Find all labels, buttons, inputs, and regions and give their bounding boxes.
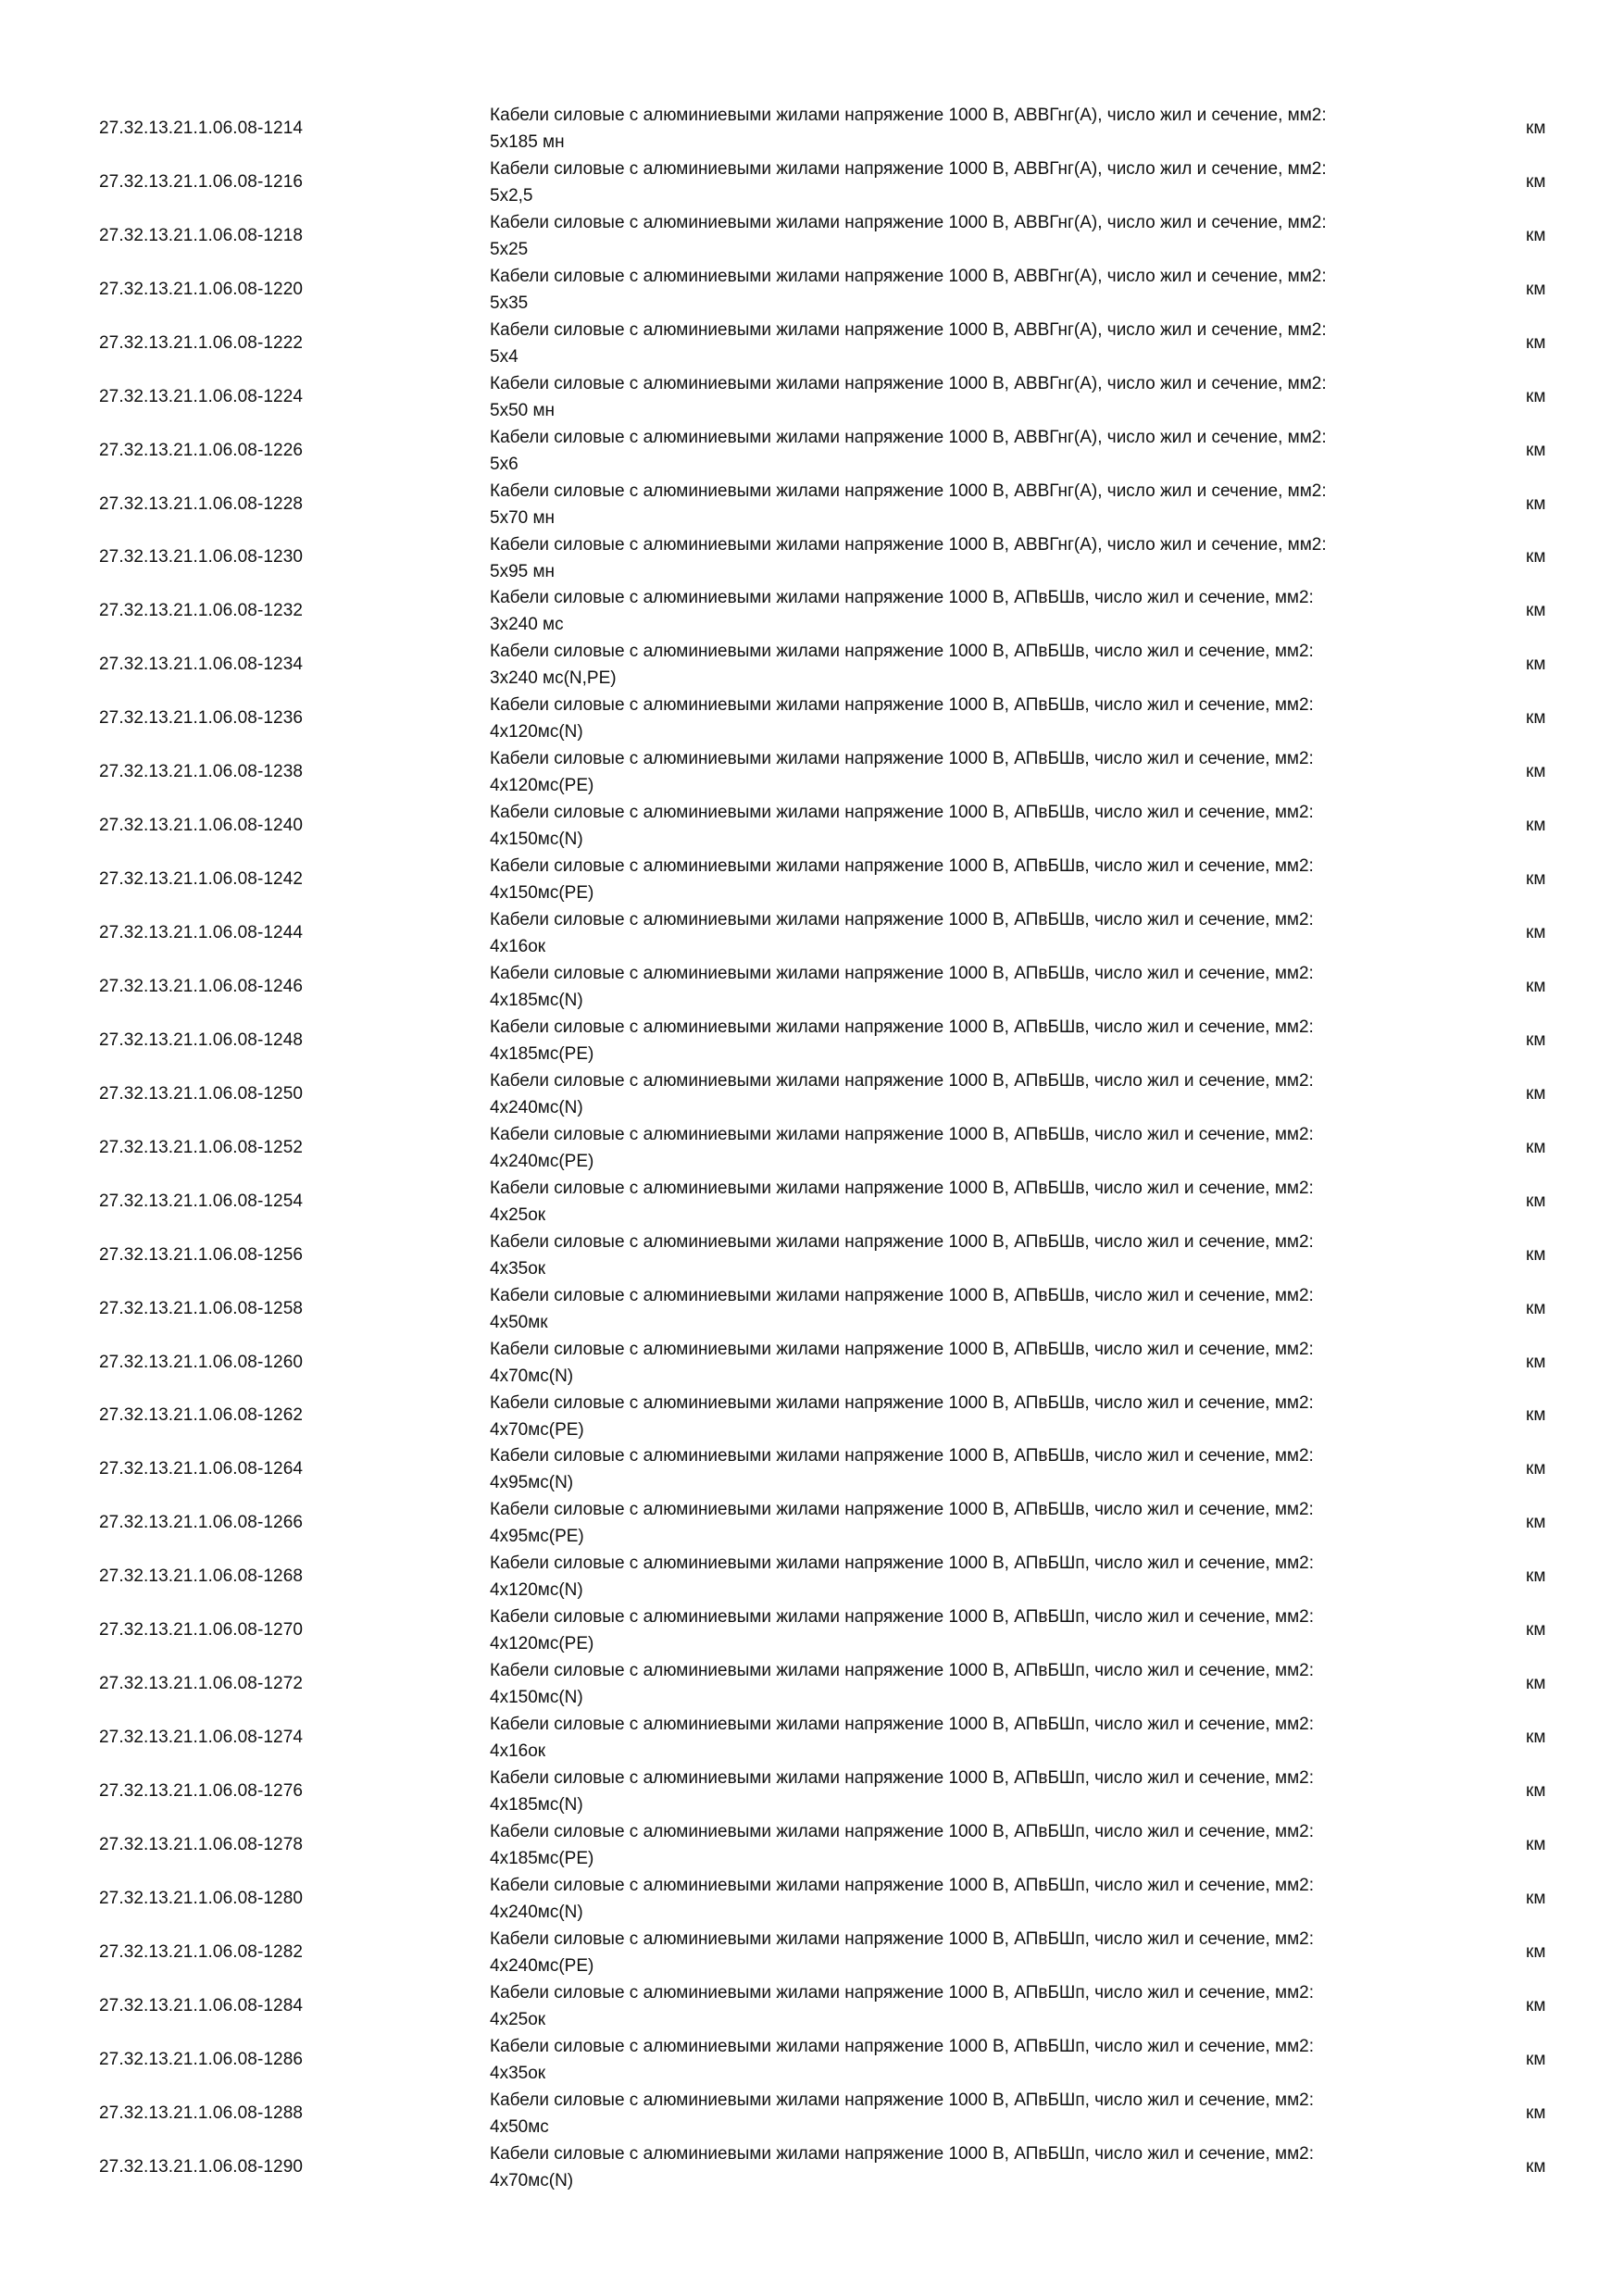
row-description-line2: 4х50мс (490, 2116, 549, 2137)
table-row (0, 745, 1624, 799)
row-unit: км (1526, 279, 1546, 299)
row-unit: км (1526, 762, 1546, 782)
row-description-line2: 4х70мс(N) (490, 1366, 574, 1386)
row-description-line1: Кабели силовые с алюминиевыми жилами напряжение 1000 В, АПвБШв, число жил и сечение, мм2: (490, 1017, 1314, 1037)
table-row (0, 2140, 1624, 2194)
row-code: 27.32.13.21.1.06.08-1234 (99, 655, 304, 675)
row-code: 27.32.13.21.1.06.08-1252 (99, 1137, 304, 1157)
row-description-line1: Кабели силовые с алюминиевыми жилами напряжение 1000 В, АПвБШп, число жил и сечение, мм2: (490, 1661, 1315, 1681)
row-code: 27.32.13.21.1.06.08-1262 (99, 1405, 304, 1426)
row-code: 27.32.13.21.1.06.08-1220 (99, 279, 304, 299)
row-description-line1: Кабели силовые с алюминиевыми жилами напряжение 1000 В, АВВГнг(А), число жил и сечение, мм2: (490, 212, 1327, 232)
table-row (0, 1390, 1624, 1443)
row-description-line1: Кабели силовые с алюминиевыми жилами напряжение 1000 В, АПвБШв, число жил и сечение, мм2: (490, 1124, 1314, 1144)
table-row (0, 424, 1624, 478)
table-row (0, 478, 1624, 531)
row-description-line1: Кабели силовые с алюминиевыми жилами напряжение 1000 В, АПвБШп, число жил и сечение, мм2: (490, 1822, 1315, 1841)
row-description-line1: Кабели силовые с алюминиевыми жилами напряжение 1000 В, АПвБШв, число жил и сечение, мм2: (490, 1285, 1314, 1305)
table-row (0, 1496, 1624, 1550)
row-code: 27.32.13.21.1.06.08-1268 (99, 1566, 304, 1587)
row-description-line1: Кабели силовые с алюминиевыми жилами напряжение 1000 В, АВВГнг(А), число жил и сечение, мм2: (490, 427, 1327, 447)
row-code: 27.32.13.21.1.06.08-1232 (99, 601, 304, 621)
row-description-line1: Кабели силовые с алюминиевыми жилами напряжение 1000 В, АПвБШв, число жил и сечение, мм2: (490, 803, 1314, 823)
row-code: 27.32.13.21.1.06.08-1260 (99, 1352, 304, 1372)
row-unit: км (1526, 1137, 1546, 1157)
row-code: 27.32.13.21.1.06.08-1286 (99, 2049, 304, 2069)
row-description-line2: 4х185мс(PE) (490, 1849, 594, 1868)
row-unit: км (1526, 440, 1546, 460)
row-description (490, 1390, 1480, 1443)
row-code: 27.32.13.21.1.06.08-1278 (99, 1834, 304, 1854)
row-description (490, 584, 1480, 638)
table-row (0, 102, 1624, 156)
row-description (490, 1657, 1480, 1711)
row-description-line2: 5х25 (490, 239, 529, 259)
row-description-line1: Кабели силовые с алюминиевыми жилами напряжение 1000 В, АПвБШв, число жил и сечение, мм2: (490, 964, 1314, 983)
row-description-line1: Кабели силовые с алюминиевыми жилами напряжение 1000 В, АВВГнг(А), число жил и сечение, мм2: (490, 158, 1327, 179)
row-description-line2: 3х240 мс (490, 615, 564, 635)
row-description (490, 263, 1480, 317)
table-row (0, 1603, 1624, 1657)
table-row (0, 1550, 1624, 1603)
row-unit: км (1526, 1941, 1546, 1962)
row-description (490, 317, 1480, 370)
row-code: 27.32.13.21.1.06.08-1284 (99, 1995, 304, 2015)
row-code: 27.32.13.21.1.06.08-1248 (99, 1029, 304, 1050)
row-description (490, 1336, 1480, 1390)
row-description-line2: 4х35ок (490, 1258, 546, 1279)
row-description-line1: Кабели силовые с алюминиевыми жилами напряжение 1000 В, АПвБШв, число жил и сечение, мм2: (490, 695, 1314, 716)
row-description-line2: 4х35ок (490, 2063, 546, 2083)
row-unit: км (1526, 1191, 1546, 1211)
row-description-line2: 4х16ок (490, 1741, 546, 1762)
row-description-line2: 4х150мс(PE) (490, 883, 594, 904)
row-description-line1: Кабели силовые с алюминиевыми жилами напряжение 1000 В, АВВГнг(А), число жил и сечение, мм2: (490, 480, 1327, 501)
table-row (0, 370, 1624, 424)
table-row (0, 2087, 1624, 2140)
table-row (0, 2033, 1624, 2087)
row-description-line2: 5х4 (490, 346, 518, 367)
row-description-line1: Кабели силовые с алюминиевыми жилами напряжение 1000 В, АПвБШп, число жил и сечение, мм2: (490, 1554, 1315, 1574)
row-description (490, 638, 1480, 692)
row-unit: км (1526, 1566, 1546, 1587)
row-description-line2: 5х185 мн (490, 132, 565, 152)
row-code: 27.32.13.21.1.06.08-1290 (99, 2156, 304, 2177)
row-code: 27.32.13.21.1.06.08-1226 (99, 440, 304, 460)
row-description (490, 1496, 1480, 1550)
row-description (490, 478, 1480, 531)
row-code: 27.32.13.21.1.06.08-1222 (99, 332, 304, 353)
table-row (0, 1926, 1624, 1979)
row-code: 27.32.13.21.1.06.08-1272 (99, 1674, 304, 1694)
row-unit: км (1526, 1728, 1546, 1748)
row-description-line2: 4х120мс(N) (490, 1580, 583, 1601)
table-row (0, 638, 1624, 692)
row-description-line1: Кабели силовые с алюминиевыми жилами напряжение 1000 В, АПвБШв, число жил и сечение, мм2: (490, 588, 1314, 608)
row-description (490, 1175, 1480, 1229)
row-description-line2: 4х240мс(PE) (490, 1955, 594, 1976)
table-row (0, 1175, 1624, 1229)
row-unit: км (1526, 118, 1546, 138)
row-description-line1: Кабели силовые с алюминиевыми жилами напряжение 1000 В, АПвБШв, число жил и сечение, мм2: (490, 1446, 1314, 1466)
table-row (0, 799, 1624, 853)
table-row (0, 1711, 1624, 1765)
row-unit: км (1526, 1834, 1546, 1854)
row-description-line2: 4х185мс(N) (490, 1795, 583, 1816)
row-code: 27.32.13.21.1.06.08-1280 (99, 1888, 304, 1908)
row-code: 27.32.13.21.1.06.08-1214 (99, 118, 304, 138)
row-description-line2: 5х50 мн (490, 400, 556, 420)
row-unit: км (1526, 493, 1546, 514)
row-unit: км (1526, 547, 1546, 568)
row-description (490, 1121, 1480, 1175)
row-description (490, 692, 1480, 745)
row-description-line1: Кабели силовые с алюминиевыми жилами напряжение 1000 В, АПвБШв, число жил и сечение, мм2: (490, 749, 1314, 769)
row-description (490, 1765, 1480, 1818)
row-unit: км (1526, 1674, 1546, 1694)
row-unit: км (1526, 1459, 1546, 1479)
row-code: 27.32.13.21.1.06.08-1250 (99, 1083, 304, 1104)
row-description (490, 1926, 1480, 1979)
row-code: 27.32.13.21.1.06.08-1254 (99, 1191, 304, 1211)
row-description (490, 906, 1480, 960)
row-unit: км (1526, 601, 1546, 621)
row-unit: км (1526, 655, 1546, 675)
row-description-line2: 4х120мс(PE) (490, 776, 594, 796)
row-description-line2: 5х70 мн (490, 507, 556, 528)
row-unit: км (1526, 869, 1546, 890)
table-row (0, 1872, 1624, 1926)
table-row (0, 960, 1624, 1014)
row-description-line2: 5х6 (490, 454, 518, 474)
row-description (490, 1711, 1480, 1765)
row-description-line1: Кабели силовые с алюминиевыми жилами напряжение 1000 В, АПвБШв, число жил и сечение, мм2: (490, 1178, 1314, 1198)
row-unit: км (1526, 1781, 1546, 1802)
row-description-line1: Кабели силовые с алюминиевыми жилами напряжение 1000 В, АВВГнг(А), число жил и сечение, мм2: (490, 319, 1327, 340)
row-unit: км (1526, 816, 1546, 836)
row-unit: км (1526, 332, 1546, 353)
price-table (0, 102, 1624, 2194)
table-row (0, 1657, 1624, 1711)
row-description-line2: 4х150мс(N) (490, 830, 583, 850)
row-code: 27.32.13.21.1.06.08-1242 (99, 869, 304, 890)
row-description-line1: Кабели силовые с алюминиевыми жилами напряжение 1000 В, АВВГнг(А), число жил и сечение, мм2: (490, 534, 1327, 555)
row-description-line2: 4х25ок (490, 1204, 546, 1225)
row-code: 27.32.13.21.1.06.08-1270 (99, 1620, 304, 1641)
row-code: 27.32.13.21.1.06.08-1218 (99, 225, 304, 245)
row-description-line2: 4х70мс(PE) (490, 1419, 584, 1440)
row-code: 27.32.13.21.1.06.08-1216 (99, 171, 304, 192)
row-unit: км (1526, 1620, 1546, 1641)
row-code: 27.32.13.21.1.06.08-1288 (99, 2103, 304, 2123)
row-description-line1: Кабели силовые с алюминиевыми жилами напряжение 1000 В, АПвБШв, число жил и сечение, мм2: (490, 910, 1314, 930)
row-unit: км (1526, 1029, 1546, 1050)
table-row (0, 1979, 1624, 2033)
table-row (0, 1765, 1624, 1818)
table-row (0, 1818, 1624, 1872)
row-code: 27.32.13.21.1.06.08-1246 (99, 976, 304, 996)
row-description-line2: 5х2,5 (490, 185, 533, 206)
row-description (490, 1818, 1480, 1872)
row-unit: км (1526, 1995, 1546, 2015)
row-description-line1: Кабели силовые с алюминиевыми жилами напряжение 1000 В, АПвБШп, число жил и сечение, мм2: (490, 2036, 1315, 2056)
row-description (490, 370, 1480, 424)
row-description (490, 799, 1480, 853)
row-description-line2: 4х120мс(N) (490, 722, 583, 742)
row-code: 27.32.13.21.1.06.08-1276 (99, 1781, 304, 1802)
row-description (490, 2033, 1480, 2087)
row-description (490, 102, 1480, 156)
row-description (490, 1442, 1480, 1496)
table-row (0, 1014, 1624, 1067)
row-unit: км (1526, 1513, 1546, 1533)
row-code: 27.32.13.21.1.06.08-1274 (99, 1728, 304, 1748)
row-description-line2: 4х95мс(PE) (490, 1527, 584, 1547)
row-description-line1: Кабели силовые с алюминиевыми жилами напряжение 1000 В, АПвБШп, число жил и сечение, мм2: (490, 1715, 1315, 1735)
row-description-line1: Кабели силовые с алюминиевыми жилами напряжение 1000 В, АВВГнг(А), число жил и сечение, мм2: (490, 266, 1327, 286)
row-description (490, 1014, 1480, 1067)
row-description (490, 2087, 1480, 2140)
row-code: 27.32.13.21.1.06.08-1282 (99, 1941, 304, 1962)
row-description-line2: 4х50мк (490, 1312, 548, 1332)
row-description-line1: Кабели силовые с алюминиевыми жилами напряжение 1000 В, АПвБШп, число жил и сечение, мм2: (490, 2090, 1315, 2110)
row-description-line2: 4х240мс(PE) (490, 1151, 594, 1171)
row-description-line2: 5х35 (490, 293, 529, 313)
row-unit: км (1526, 2049, 1546, 2069)
row-code: 27.32.13.21.1.06.08-1238 (99, 762, 304, 782)
row-code: 27.32.13.21.1.06.08-1230 (99, 547, 304, 568)
table-row (0, 1282, 1624, 1336)
row-unit: км (1526, 1298, 1546, 1318)
row-description-line1: Кабели силовые с алюминиевыми жилами напряжение 1000 В, АПвБШв, число жил и сечение, мм2: (490, 642, 1314, 662)
row-description-line2: 4х240мс(N) (490, 1097, 583, 1117)
row-description-line1: Кабели силовые с алюминиевыми жилами напряжение 1000 В, АПвБШп, число жил и сечение, мм2: (490, 1875, 1315, 1895)
table-row (0, 209, 1624, 263)
row-description-line2: 4х150мс(N) (490, 1688, 583, 1708)
table-row (0, 1067, 1624, 1121)
row-unit: км (1526, 1405, 1546, 1426)
row-description (490, 1282, 1480, 1336)
row-description-line1: Кабели силовые с алюминиевыми жилами напряжение 1000 В, АПвБШв, число жил и сечение, мм2: (490, 1339, 1314, 1359)
row-description-line2: 5х95 мн (490, 561, 556, 581)
row-code: 27.32.13.21.1.06.08-1258 (99, 1298, 304, 1318)
row-description-line1: Кабели силовые с алюминиевыми жилами напряжение 1000 В, АПвБШп, число жил и сечение, мм2: (490, 2143, 1315, 2164)
row-description (490, 2140, 1480, 2194)
row-unit: км (1526, 386, 1546, 406)
row-code: 27.32.13.21.1.06.08-1256 (99, 1244, 304, 1265)
row-description-line2: 4х16ок (490, 937, 546, 957)
row-description-line1: Кабели силовые с алюминиевыми жилами напряжение 1000 В, АПвБШв, число жил и сечение, мм2: (490, 856, 1314, 877)
row-description-line1: Кабели силовые с алюминиевыми жилами напряжение 1000 В, АПвБШп, число жил и сечение, мм2: (490, 1768, 1315, 1789)
row-description-line2: 4х95мс(N) (490, 1473, 574, 1493)
row-description-line1: Кабели силовые с алюминиевыми жилами напряжение 1000 В, АПвБШп, число жил и сечение, мм2: (490, 1928, 1315, 1949)
row-description-line2: 4х70мс(N) (490, 2170, 574, 2190)
table-row (0, 692, 1624, 745)
table-row (0, 1442, 1624, 1496)
row-description (490, 960, 1480, 1014)
row-description-line2: 4х185мс(N) (490, 991, 583, 1010)
row-description-line1: Кабели силовые с алюминиевыми жилами напряжение 1000 В, АПвБШв, число жил и сечение, мм2: (490, 1500, 1314, 1520)
row-code: 27.32.13.21.1.06.08-1244 (99, 923, 304, 943)
row-unit: км (1526, 708, 1546, 729)
row-code: 27.32.13.21.1.06.08-1266 (99, 1513, 304, 1533)
row-description (490, 1872, 1480, 1926)
row-description (490, 853, 1480, 906)
table-row (0, 263, 1624, 317)
table-row (0, 1336, 1624, 1390)
row-description-line1: Кабели силовые с алюминиевыми жилами напряжение 1000 В, АПвБШв, число жил и сечение, мм2: (490, 1392, 1314, 1413)
row-code: 27.32.13.21.1.06.08-1240 (99, 816, 304, 836)
row-unit: км (1526, 976, 1546, 996)
row-description-line1: Кабели силовые с алюминиевыми жилами напряжение 1000 В, АПвБШп, число жил и сечение, мм2: (490, 1607, 1315, 1628)
row-description (490, 424, 1480, 478)
row-unit: км (1526, 2156, 1546, 2177)
row-unit: км (1526, 1244, 1546, 1265)
row-code: 27.32.13.21.1.06.08-1224 (99, 386, 304, 406)
table-row (0, 1229, 1624, 1282)
row-description-line2: 4х185мс(PE) (490, 1043, 594, 1064)
table-row (0, 1121, 1624, 1175)
row-description (490, 1550, 1480, 1603)
row-unit: км (1526, 1352, 1546, 1372)
table-row (0, 584, 1624, 638)
row-description (490, 745, 1480, 799)
row-unit: км (1526, 1888, 1546, 1908)
row-description (490, 1229, 1480, 1282)
row-description-line2: 4х240мс(N) (490, 1902, 583, 1922)
table-row (0, 531, 1624, 585)
row-code: 27.32.13.21.1.06.08-1264 (99, 1459, 304, 1479)
row-description (490, 156, 1480, 209)
row-unit: км (1526, 1083, 1546, 1104)
table-row (0, 317, 1624, 370)
row-description (490, 531, 1480, 585)
row-description-line1: Кабели силовые с алюминиевыми жилами напряжение 1000 В, АВВГнг(А), число жил и сечение, мм2: (490, 106, 1327, 125)
row-unit: км (1526, 171, 1546, 192)
row-unit: км (1526, 923, 1546, 943)
row-description-line2: 3х240 мс(N,PE) (490, 668, 617, 689)
row-description-line1: Кабели силовые с алюминиевыми жилами напряжение 1000 В, АПвБШв, число жил и сечение, мм2: (490, 1070, 1314, 1091)
row-description (490, 209, 1480, 263)
row-description-line1: Кабели силовые с алюминиевыми жилами напряжение 1000 В, АВВГнг(А), число жил и сечение, мм2: (490, 373, 1327, 393)
row-code: 27.32.13.21.1.06.08-1228 (99, 493, 304, 514)
table-row (0, 156, 1624, 209)
row-description-line2: 4х25ок (490, 2009, 546, 2029)
row-description-line1: Кабели силовые с алюминиевыми жилами напряжение 1000 В, АПвБШп, число жил и сечение, мм2: (490, 1982, 1315, 2003)
row-description (490, 1603, 1480, 1657)
row-description (490, 1979, 1480, 2033)
table-row (0, 853, 1624, 906)
row-description-line2: 4х120мс(PE) (490, 1634, 594, 1654)
table-row (0, 906, 1624, 960)
row-unit: км (1526, 225, 1546, 245)
row-description-line1: Кабели силовые с алюминиевыми жилами напряжение 1000 В, АПвБШв, число жил и сечение, мм2: (490, 1231, 1314, 1252)
row-unit: км (1526, 2103, 1546, 2123)
row-code: 27.32.13.21.1.06.08-1236 (99, 708, 304, 729)
row-description (490, 1067, 1480, 1121)
